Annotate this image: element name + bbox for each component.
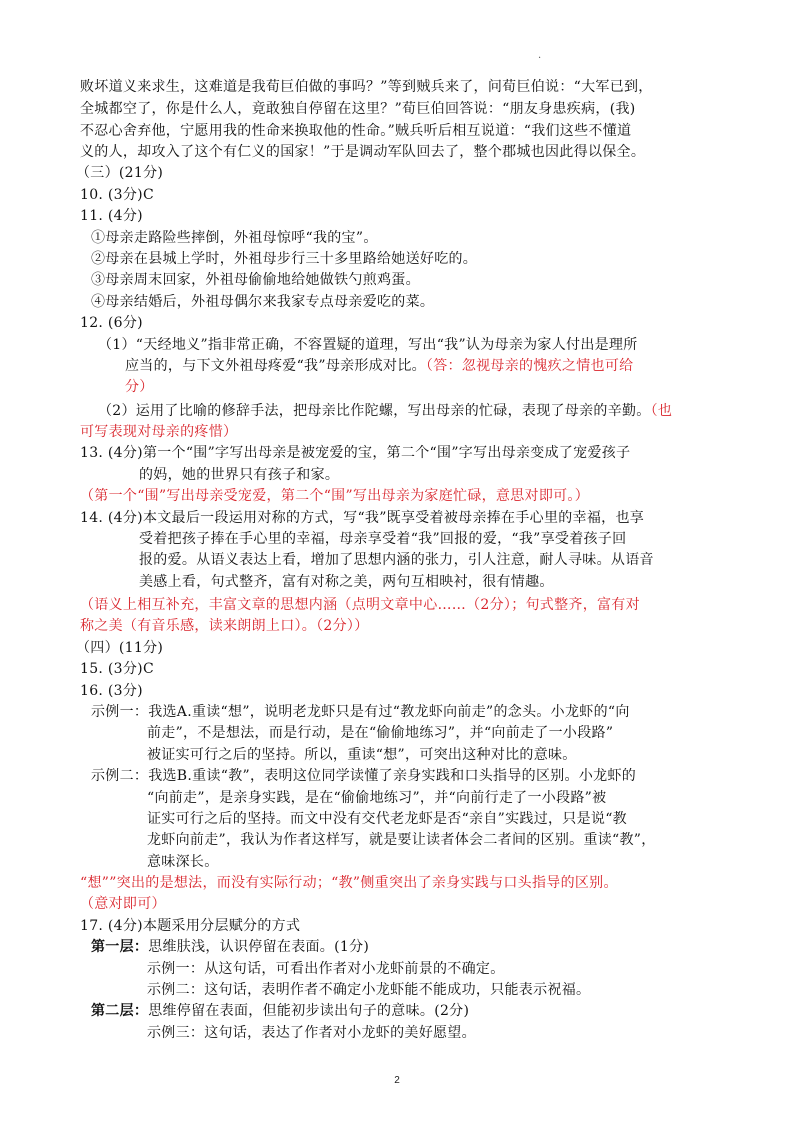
scoring-note: （也: [650, 402, 673, 419]
answer-line: 证实可行之后的坚持。而文中没有交代老龙虾是否“亲自”实践过，只是说“教: [147, 810, 627, 827]
answer-line: 前走”，不是想法，而是行动，是在“偷偷地练习”，并“向前走了一小段路”: [147, 725, 614, 742]
passage-line: 不忍心舍弃他，宁愿用我的性命来换取他的性命。”贼兵听后相互说道：“我们这些不懂道: [80, 122, 632, 139]
passage-line: 义的人，却攻入了这个有仁义的国家！”于是调动军队回去了，整个郡城也因此得以保全。: [80, 144, 646, 161]
answer-line: 10. (3分)C: [80, 186, 154, 203]
answer-line: ①母亲走路险些摔倒，外祖母惊呼“我的宝”。: [91, 229, 378, 246]
answer-line: 的妈，她的世界只有孩子和家。: [139, 466, 340, 483]
scoring-note: 可写表现对母亲的疼惜）: [80, 424, 238, 441]
level-label: 第二层：: [91, 1003, 149, 1020]
answer-line: ④母亲结婚后，外祖母偶尔来我家专点母亲爱吃的菜。: [91, 293, 435, 310]
answer-line: 16. (3分): [80, 682, 143, 699]
answer-line: 示例三：这句话，表达了作者对小龙虾的美好愿望。: [147, 1024, 476, 1041]
answer-line: 13. (4分)第一个“围”字写出母亲是被宠爱的宝，第二个“围”字写出母亲变成了宠爱孩子: [80, 445, 631, 462]
answer-line: 报的爱。从语义表达上看，增加了思想内涵的张力，引人注意，耐人寻味。从语音: [139, 552, 654, 569]
answer-line: 14. (4分)本文最后一段运用对称的方式，写“我”既享受着被母亲捧在手心里的幸福，也享: [80, 509, 645, 526]
answer-line: 17. (4分)本题采用分层赋分的方式: [80, 917, 301, 934]
answer-line: 示例二：这句话，表明作者不确定小龙虾能不能成功，只能表示祝福。: [147, 982, 591, 999]
scoring-note: （语义上相互补充，丰富文章的思想内涵（点明文章中心……（2分）；句式整齐，富有对: [80, 597, 640, 613]
answer-line: （2）运用了比喻的修辞手法，把母亲比作陀螺，写出母亲的忙碌，表现了母亲的辛勤。（也: [98, 402, 673, 419]
scoring-note: 称之美（有音乐感，读来朗朗上口）。（2分））: [80, 618, 369, 635]
answer-line: 12. (6分): [80, 315, 143, 332]
answer-line: 龙虾向前走”，我认为作者这样写，就是要让读者体会二者间的区别。重读“教”，: [147, 832, 656, 849]
answer-line: ③母亲周末回家，外祖母偷偷地给她做铁勺煎鸡蛋。: [91, 272, 420, 289]
passage-line: 败坏道义来求生，这难道是我荀巨伯做的事吗？”等到贼兵来了，问荀巨伯说：“大军已到，: [80, 79, 653, 95]
answer-line: 美感上看，句式整齐，富有对称之美，两句互相映衬，很有情趣。: [139, 573, 554, 590]
answer-line: （1）“天经地义”指非常正确，不容置疑的道理，写出“我”认为母亲为家人付出是理所: [98, 336, 638, 353]
answer-line: 第一层：思维肤浅，认识停留在表面。(1分): [91, 939, 370, 956]
answer-line: 示例一：从这句话，可看出作者对小龙虾前景的不确定。: [147, 960, 505, 977]
scoring-note: （第一个“围”写出母亲受宠爱，第二个“围”写出母亲为家庭忙碌，意思对即可。）: [80, 488, 590, 505]
section-heading: （四）(11分): [76, 639, 164, 656]
header-dot: .: [538, 50, 542, 61]
passage-line: 全城都空了，你是什么人，竟敢独自停留在这里？”荀巨伯回答说：“朋友身患疾病，(我): [80, 101, 636, 118]
answer-line: 受着把孩子捧在手心里的幸福，母亲享受着“我”回报的爱，“我”享受着孩子回: [139, 530, 627, 547]
answer-line: 示例一：我选A.重读“想”，说明老龙虾只是有过“教龙虾向前走”的念头。小龙虾的“向: [91, 703, 630, 720]
answer-line: 11. (4分): [80, 208, 143, 225]
section-heading: （三）(21分): [76, 165, 164, 182]
answer-line: 示例二：我选B.重读“教”，表明这位同学读懂了亲身实践和口头指导的区别。小龙虾的: [91, 768, 637, 785]
answer-line: 15. (3分)C: [80, 661, 154, 678]
scoring-note: （答：忽视母亲的愧疚之情也可给: [425, 358, 634, 374]
page-number: 2: [394, 1075, 400, 1086]
answer-line: “向前走”，是亲身实践，是在“偷偷地练习”，并“向前行走了一小段路”被: [147, 789, 607, 806]
answer-line: 第二层：思维停留在表面，但能初步读出句子的意味。(2分): [91, 1003, 470, 1020]
answer-line: 被证实可行之后的坚持。所以，重读“想”，可突出这种对比的意味。: [147, 746, 577, 763]
scoring-note: “想””突出的是想法，而没有实际行动；“教”侧重突出了亲身实践与口头指导的区别。: [80, 875, 618, 892]
scoring-note: 分）: [125, 379, 154, 396]
answer-line: ②母亲在县城上学时，外祖母步行三十多里路给她送好吃的。: [91, 251, 478, 268]
level-label: 第一层：: [91, 939, 149, 956]
scoring-note: （意对即可）: [80, 896, 166, 913]
answer-line: 意味深长。: [147, 853, 219, 870]
answer-line: 应当的，与下文外祖母疼爱“我”母亲形成对比。（答：忽视母亲的愧疚之情也可给: [125, 358, 634, 374]
